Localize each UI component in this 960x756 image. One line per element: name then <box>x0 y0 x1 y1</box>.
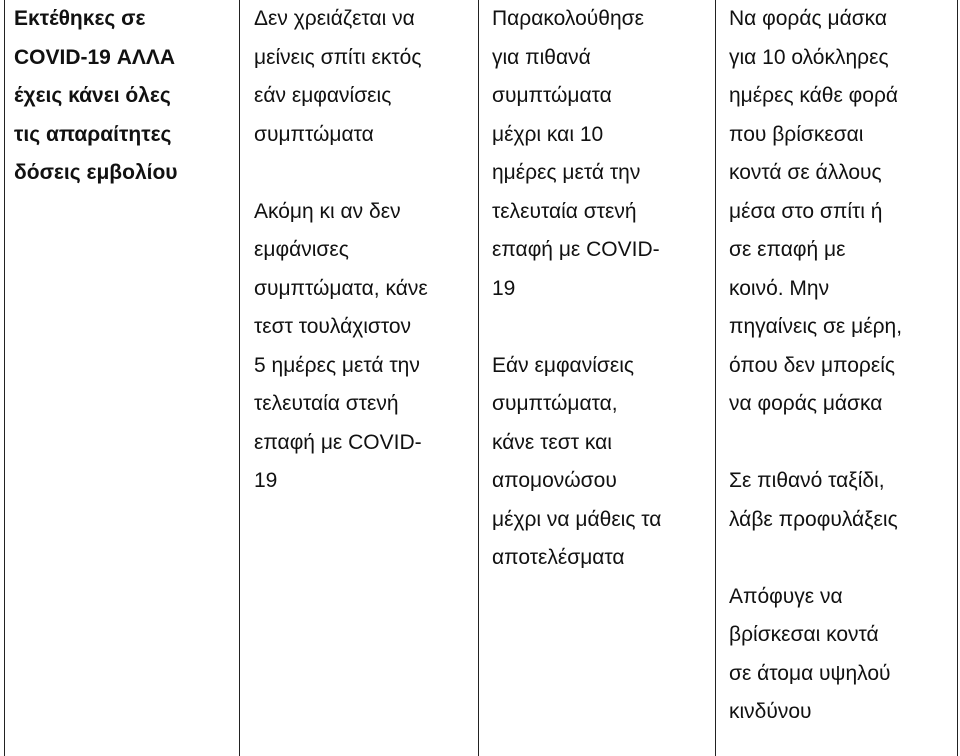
cell-text-line: 19 <box>254 469 278 492</box>
cell-text-line: COVID-19 ΑΛΛΑ <box>14 45 176 69</box>
cell-text-line: ημέρες μετά την <box>492 161 641 184</box>
cell-text-line: εμφάνισες <box>254 238 349 261</box>
cell-text-line: για 10 ολόκληρες <box>729 45 889 69</box>
cell-text-line: συμπτώματα, <box>492 392 618 415</box>
cell-text-line: τις απαραίτητες <box>14 122 172 146</box>
column-border <box>957 0 958 756</box>
paragraph-gap <box>729 424 955 463</box>
cell-text-line: κοινό. Μην <box>729 276 830 300</box>
cell-text-line: έχεις κάνει όλες <box>14 84 171 107</box>
cell-text-line: Ακόμη κι αν δεν <box>254 199 401 223</box>
monitor-symptoms-cell <box>492 0 714 578</box>
cell-text-line: κινδύνου <box>729 700 812 723</box>
column-border <box>715 0 716 756</box>
stay-home-guidance-cell <box>254 0 476 501</box>
mask-precautions-cell <box>729 0 955 732</box>
cell-text-line: συμπτώματα <box>492 84 612 107</box>
cell-text-line: όπου δεν μπορείς <box>729 353 896 377</box>
cell-text-line: που βρίσκεσαι <box>729 122 864 146</box>
paragraph-gap <box>729 539 955 578</box>
cell-text-line: πηγαίνεις σε μέρη, <box>729 315 903 338</box>
cell-text-line: αποτελέσματα <box>492 546 625 569</box>
cell-text-line: συμπτώματα, κάνε <box>254 276 428 300</box>
cell-text-line: Δεν χρειάζεται να <box>254 7 415 30</box>
cell-text-line: συμπτώματα <box>254 122 374 146</box>
cell-text-line: 5 ημέρες μετά την <box>254 353 420 377</box>
cell-text-line: Απόφυγε να <box>729 584 843 608</box>
cell-text-line: κάνε τεστ και <box>492 430 612 454</box>
cell-text-line: 19 <box>492 276 516 300</box>
paragraph-gap <box>254 154 476 193</box>
column-border <box>239 0 240 756</box>
cell-text-line: λάβε προφυλάξεις <box>729 507 898 531</box>
cell-text-line: μέσα στο σπίτι ή <box>729 199 883 223</box>
cell-text-line: σε άτομα υψηλού <box>729 661 891 685</box>
cell-text-line: Εκτέθηκες σε <box>14 7 146 30</box>
cell-text-line: μέχρι να μάθεις τα <box>492 507 662 531</box>
cell-text-line: μέχρι και 10 <box>492 122 604 146</box>
cell-text-line: τεστ τουλάχιστον <box>254 315 412 338</box>
cell-text-line: Σε πιθανό ταξίδι, <box>729 469 885 492</box>
cell-text-line: για πιθανά <box>492 45 591 69</box>
cell-text-line: απομονώσου <box>492 469 617 492</box>
cell-text-line: Παρακολούθησε <box>492 7 644 30</box>
cell-text-line: ημέρες κάθε φορά <box>729 84 899 107</box>
paragraph-gap <box>492 308 714 347</box>
cell-text-line: επαφή με COVID- <box>492 238 660 261</box>
cell-text-line: κοντά σε άλλους <box>729 161 882 184</box>
exposure-condition-cell <box>14 0 236 193</box>
cell-text-line: τελευταία στενή <box>492 199 637 223</box>
cell-text-line: Εάν εμφανίσεις <box>492 353 634 377</box>
cell-text-line: βρίσκεσαι κοντά <box>729 623 879 646</box>
cell-text-line: επαφή με COVID- <box>254 430 422 454</box>
cell-text-line: σε επαφή με <box>729 238 846 261</box>
cell-text-line: μείνεις σπίτι εκτός <box>254 45 422 69</box>
column-border <box>478 0 479 756</box>
cell-text-line: να φοράς μάσκα <box>729 392 883 415</box>
cell-text-line: εάν εμφανίσεις <box>254 84 392 107</box>
cell-text-line: Να φοράς μάσκα <box>729 7 888 30</box>
cell-text-line: δόσεις εμβολίου <box>14 161 178 184</box>
cell-text-line: τελευταία στενή <box>254 392 399 415</box>
column-border <box>4 0 5 756</box>
